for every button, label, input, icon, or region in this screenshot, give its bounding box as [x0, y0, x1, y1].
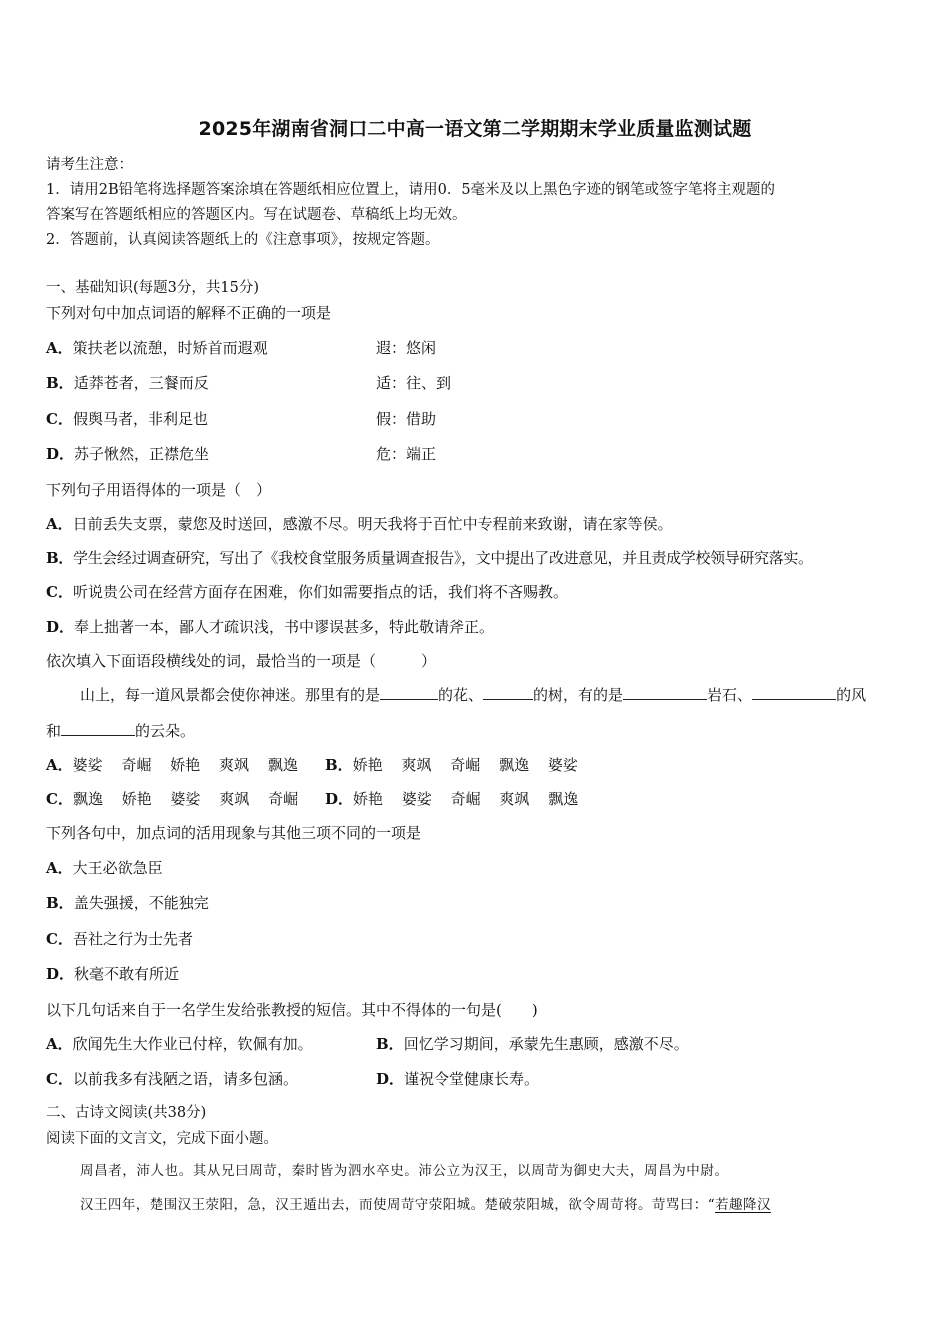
option-label: C． [46, 1070, 73, 1088]
passage-text: 岩石、 [707, 686, 753, 704]
option-text: 适莽苍者，三餐而反 [73, 374, 209, 392]
option-text: 听说贵公司在经营方面存在困难，你们如需要指点的话，我们将不吝赐教。 [72, 583, 568, 601]
q3-option-d-word: 飘逸 [548, 790, 579, 808]
passage-text: 的云朵。 [135, 722, 196, 740]
blank-3 [623, 685, 707, 700]
q3-option-a-word: 奇崛 [121, 756, 152, 774]
option-label: D． [325, 790, 354, 808]
q3-option-a-word: 飘逸 [267, 756, 298, 774]
blank-1 [380, 685, 438, 700]
section1-heading: 一、基础知识(每题3分，共15分) [46, 280, 259, 296]
q3-option-d-word: 娇艳 [353, 790, 384, 808]
option-label: B． [376, 1035, 404, 1053]
option-text: 回忆学习期间，承蒙先生惠顾，感激不尽。 [403, 1035, 689, 1053]
q1-option-a [46, 337, 268, 358]
underlined-text: 若趣降汉 [715, 1197, 771, 1213]
exam-title: 2025年湖南省洞口二中高一语文第二学期期末学业质量监测试题 [198, 118, 752, 140]
q3-passage-line2 [46, 720, 195, 741]
q3-option-d-word: 婆娑 [401, 790, 432, 808]
option-label: B． [46, 894, 74, 912]
option-text: 学生会经过调查研究，写出了《我校食堂服务质量调查报告》，文中提出了改进意见，并且责成学校领导研究落实。 [72, 549, 813, 567]
notice-line-2: 2．答题前，认真阅读答题纸上的《注意事项》，按规定答题。 [46, 232, 440, 248]
q3-option-c-word: 奇崛 [268, 790, 299, 808]
passage-text: 汉王四年，楚围汉王荥阳，急，汉王遁出去，而使周苛守荥阳城。楚破荥阳城，欲令周苛将。苛骂曰：“ [80, 1197, 716, 1213]
option-label: C． [46, 583, 73, 601]
option-label: C． [46, 410, 73, 428]
q3-option-b-word: 奇崛 [450, 756, 481, 774]
option-label: A． [46, 1035, 73, 1053]
passage-text: 的风 [836, 686, 867, 704]
q3-option-c-word: 飘逸 [72, 790, 103, 808]
option-text: 日前丢失支票，蒙您及时送回，感激不尽。明天我将于百忙中专程前来致谢，请在家等侯。 [72, 515, 673, 533]
notice-heading: 请考生注意： [46, 157, 133, 173]
option-text: 秋毫不敢有所近 [74, 965, 180, 983]
q5-option-a [46, 1033, 313, 1054]
passage-paragraph-2 [80, 1193, 771, 1213]
q3-option-c-word: 爽飒 [219, 790, 250, 808]
q1-option-d-note: 危：端正 [376, 445, 437, 463]
option-text: 大王必欲急臣 [72, 859, 163, 877]
option-label: A． [46, 339, 73, 357]
q1-option-d [46, 443, 209, 464]
passage-paragraph-1: 周昌者，沛人也。其从兄曰周苛，秦时皆为泗水卒史。沛公立为汉王，以周苛为御史大夫，周昌为中尉。 [80, 1163, 729, 1179]
q3-passage-line1 [80, 684, 866, 705]
q3-option-b-word: 飘逸 [499, 756, 530, 774]
q5-option-d [376, 1068, 539, 1089]
q1-option-a-note: 遐：悠闲 [376, 339, 437, 357]
q1-stem: 下列对句中加点词语的解释不正确的一项是 [46, 304, 332, 322]
q5-stem: 以下几句话来自于一名学生发给张教授的短信。其中不得体的一句是( ) [46, 1001, 538, 1019]
option-label: B． [46, 374, 74, 392]
q3-option-b-word: 娇艳 [352, 756, 383, 774]
option-text: 盖失强援，不能独完 [73, 894, 209, 912]
passage-text: 的树，有的是 [533, 686, 624, 704]
option-text: 奉上拙著一本，鄙人才疏识浅，书中谬误甚多，特此敬请斧正。 [74, 618, 495, 636]
option-label: D． [376, 1070, 405, 1088]
q3-option-d-word: 爽飒 [499, 790, 530, 808]
q3-options-row-2b [325, 788, 578, 809]
section2-heading: 二、古诗文阅读(共38分) [46, 1105, 207, 1121]
option-label: B． [46, 549, 73, 567]
passage-text: 和 [46, 722, 62, 740]
blank-5 [61, 721, 135, 736]
option-label: A． [46, 859, 73, 877]
q3-option-c-word: 娇艳 [121, 790, 152, 808]
notice-line-1: 1．请用2B铅笔将选择题答案涂填在答题纸相应位置上，请用0．5毫米及以上黑色字迹的钢笔或签字笔将主观题的 [46, 182, 776, 198]
option-text: 苏子愀然，正襟危坐 [74, 445, 210, 463]
notice-line-1b: 答案写在答题纸相应的答题区内。写在试题卷、草稿纸上均无效。 [46, 207, 467, 223]
option-label: C． [46, 930, 73, 948]
q3-options-row-1 [46, 754, 298, 775]
option-label: A． [46, 515, 73, 533]
q5-option-c [46, 1068, 298, 1089]
q3-option-b-word: 爽飒 [401, 756, 432, 774]
option-label: D． [46, 445, 75, 463]
option-label: A． [46, 756, 73, 774]
q3-option-b-word: 婆娑 [547, 756, 578, 774]
q2-option-a [46, 513, 673, 534]
blank-2 [483, 685, 533, 700]
blank-4 [752, 685, 836, 700]
passage-text: 山上，每一道风景都会使你神迷。那里有的是 [80, 686, 381, 704]
q4-option-c [46, 928, 193, 949]
q1-option-c-note: 假：借助 [376, 410, 437, 428]
section2-instruction: 阅读下面的文言文，完成下面小题。 [46, 1131, 278, 1147]
q3-option-a-word: 婆娑 [72, 756, 103, 774]
q2-option-b [46, 547, 813, 568]
option-label: B． [325, 756, 353, 774]
q1-option-b-note: 适：往、到 [376, 374, 452, 392]
option-label: D． [46, 618, 75, 636]
q4-option-b [46, 892, 209, 913]
q5-option-b [376, 1033, 689, 1054]
q3-options-row-2 [46, 788, 298, 809]
q3-option-d-word: 奇崛 [450, 790, 481, 808]
q3-options-row-1b [325, 754, 578, 775]
option-text: 策扶老以流憩，时矫首而遐观 [72, 339, 268, 357]
option-text: 吾社之行为士先者 [72, 930, 193, 948]
option-text: 以前我多有浅陋之语，请多包涵。 [72, 1070, 298, 1088]
option-text: 欣闻先生大作业已付梓，钦佩有加。 [72, 1035, 313, 1053]
q3-option-c-word: 婆娑 [170, 790, 201, 808]
q3-stem: 依次填入下面语段横线处的词，最恰当的一项是（ ） [46, 652, 437, 670]
q2-stem: 下列句子用语得体的一项是（ ） [46, 481, 272, 499]
q2-option-c [46, 581, 568, 602]
q2-option-d [46, 616, 494, 637]
q3-option-a-word: 娇艳 [170, 756, 201, 774]
q4-option-d [46, 963, 179, 984]
option-text: 谨祝令堂健康长寿。 [404, 1070, 540, 1088]
option-label: D． [46, 965, 75, 983]
q4-stem: 下列各句中，加点词的活用现象与其他三项不同的一项是 [46, 824, 422, 842]
passage-text: 的花、 [438, 686, 484, 704]
q3-option-a-word: 爽飒 [219, 756, 250, 774]
q1-option-c [46, 408, 208, 429]
q1-option-b [46, 372, 209, 393]
option-label: C． [46, 790, 73, 808]
option-text: 假舆马者，非利足也 [72, 410, 208, 428]
q4-option-a [46, 857, 163, 878]
